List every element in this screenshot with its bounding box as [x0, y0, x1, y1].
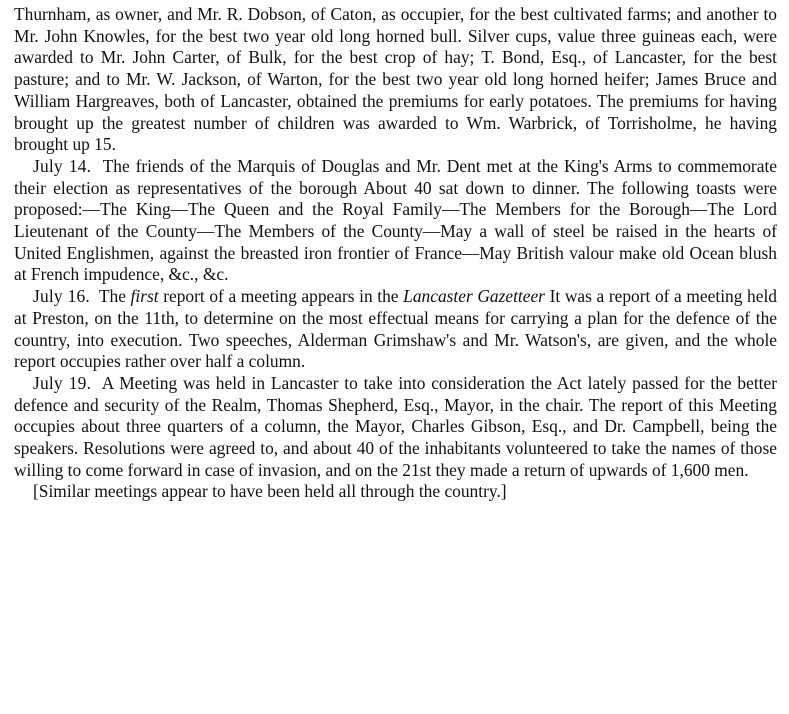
paragraph-july-19 — [14, 373, 777, 482]
paragraph-bracket-note — [14, 481, 777, 503]
entry-date: July 16. — [33, 286, 90, 307]
paragraph-text-post: It was a report of a meeting held at Preston, on the 11th, to determine on the most effectual means for carrying a plan for the defence of the country, into execution. Two speeches, Alderman Grimshaw's and Mr. Watson's, are given, and the whole report occupies rather over half a column. — [14, 286, 777, 372]
paragraph-text: [Similar meetings appear to have been held all through the country.] — [33, 481, 507, 502]
paragraph-july-16 — [14, 286, 777, 373]
paragraph-text: A Meeting was held in Lancaster to take into consideration the Act lately passed for the better defence and security of the Realm, Thomas Shepherd, Esq., Mayor, in the chair. The report of this Meeting occupies about three quarters of a column, the Mayor, Charles Gibson, Esq., and Dr. Campbell, being the speakers. Resolutions were agreed to, and about 40 of the inhabitants volunteered to take the names of those willing to come forward in case of invasion, and on the 21st they made a return of upwards of 1,600 men. — [14, 372, 777, 480]
paragraph-july-14 — [14, 156, 777, 286]
entry-date: July 19. — [33, 372, 92, 393]
emphasis-first: first — [130, 286, 159, 307]
paragraph-farm-premiums — [14, 4, 777, 156]
entry-date: July 14. — [33, 155, 92, 176]
paragraph-text-mid: report of a meeting appears in the — [163, 286, 399, 307]
paragraph-text: Thurnham, as owner, and Mr. R. Dobson, of Caton, as occupier, for the best cultivated farms; and another to Mr. John Knowles, for the best two year old long horned bull. Silver cups, value three guineas each, were awarded to Mr. John Carter, of Bulk, for the best crop of hay; T. Bond, Esq., of Lancaster, for the best pasture; and to Mr. W. Jackson, of Warton, for the best two year old long horned heifer; James Bruce and William Hargreaves, both of Lancaster, obtained the premiums for early potatoes. The premiums for having brought up the greatest number of children was awarded to Wm. Warbrick, of Torrisholme, he having brought up 15. — [14, 4, 777, 155]
paragraph-text: The friends of the Marquis of Douglas and Mr. Dent met at the King's Arms to commemorate their election as representatives of the borough About 40 sat down to dinner. The following toasts were proposed:—The King—The Queen and the Royal Family—The Members for the Borough—The Lord Lieutenant of the County—The Members of the County—May a wall of steel be raised in the hearts of United Englishmen, against the breasted iron frontier of France—May British valour make old Ocean blush at French impudence, &c., &c. — [14, 155, 777, 285]
paragraph-text-pre: The — [98, 286, 126, 307]
publication-title: Lancaster Gazetteer — [403, 286, 545, 307]
